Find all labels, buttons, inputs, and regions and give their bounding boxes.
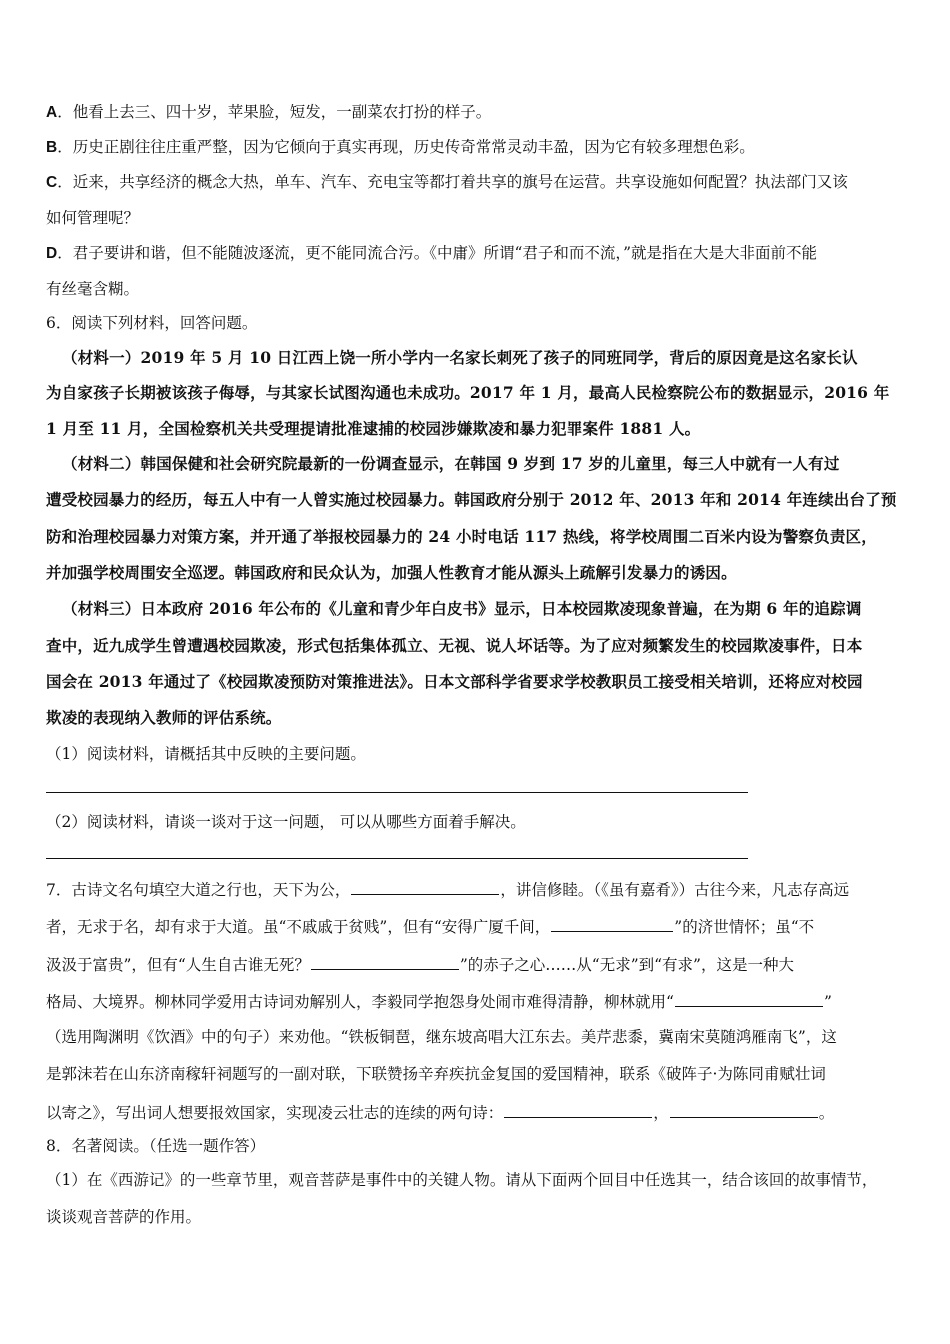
q8-sub-question-1-line-2: 谈谈观音菩萨的作用。 (46, 1208, 202, 1226)
q7-line-7-b: ， (653, 1104, 669, 1122)
q6-material-2-line-2: 遭受校园暴力的经历，每五人中有一人曾实施过校园暴力。韩国政府分别于 2012 年、2013 年和 2014 年连续出台了预 (46, 490, 897, 509)
option-c (46, 172, 848, 193)
q7-blank-6[interactable] (670, 1101, 818, 1118)
q8-sub-question-1-line-1: （1）在《西游记》的一些章节里，观音菩萨是事件中的关键人物。请从下面两个回目中任选其一，结合该回的故事情节， (46, 1171, 878, 1189)
q7-line-5: （选用陶渊明《饮酒》中的句子）来劝他。“铁板铜琶，继东坡高唱大江东去。美芹悲黍，冀南宋莫随鸿雁南飞”，这 (46, 1028, 837, 1046)
q7-line-4-a: 格局、大境界。柳林同学爱用古诗词劝解别人，李毅同学抱怨身处闹市难得清静，柳林就用“ (46, 993, 674, 1011)
q6-material-1-line-3: 1 月至 11 月，全国检察机关共受理提请批准逮捕的校园涉嫌欺凌和暴力犯罪案件 1881 人。 (46, 419, 701, 438)
q7-line-3-b: ”的赤子之心……从“无求”到“有求”，这是一种大 (459, 956, 794, 974)
q6-heading: 6．阅读下列材料，回答问题。 (46, 314, 258, 332)
option-c-text: ．近来，共享经济的概念大热，单车、汽车、充电宝等都打着共享的旗号在运营。共享设施如何配置？执法部门又该 (57, 173, 848, 191)
q6-answer-line-2[interactable] (46, 858, 748, 859)
q7-line-3 (46, 953, 794, 975)
q7-line-4 (46, 990, 832, 1012)
option-b (46, 137, 755, 158)
q7-blank-5[interactable] (504, 1101, 652, 1118)
option-a (46, 102, 491, 123)
q7-line-3-a: 汲汲于富贵”，但有“人生自古谁无死？ (46, 956, 310, 974)
q7-line-7 (46, 1101, 834, 1123)
q6-material-2-line-4: 并加强学校周围安全巡逻。韩国政府和民众认为，加强人性教育才能从源头上疏解引发暴力的诱因。 (46, 563, 737, 582)
q7-line-6: 是郭沫若在山东济南稼轩祠题写的一副对联，下联赞扬辛弃疾抗金复国的爱国精神，联系《破阵子·为陈同甫赋壮词 (46, 1065, 826, 1083)
option-d-text: ．君子要讲和谐，但不能随波逐流，更不能同流合污。《中庸》所谓“君子和而不流，”就是指在大是大非面前不能 (57, 244, 818, 262)
option-a-text: ．他看上去三、四十岁，苹果脸，短发，一副菜农打扮的样子。 (57, 103, 492, 121)
option-d-cont: 有丝毫含糊。 (46, 280, 140, 298)
option-d (46, 243, 817, 264)
q7-line-2-b: ”的济世情怀；虽“不 (674, 918, 815, 936)
q7-line-2-a: 者，无求于名，却有求于大道。虽“不戚戚于贫贱”，但有“安得广厦千间， (46, 918, 551, 936)
q6-material-2-line-3: 防和治理校园暴力对策方案，并开通了举报校园暴力的 24 小时电话 117 热线，将学校周围二百米内设为警察负责区， (46, 527, 877, 546)
q7-line-4-b: ” (823, 993, 832, 1011)
q7-blank-4[interactable] (675, 990, 823, 1007)
q7-line-1-b: ，讲信修睦。（《虽有嘉肴》）古往今来，凡志存高远 (500, 881, 850, 899)
option-b-label: B (46, 139, 58, 156)
q7-line-2 (46, 915, 814, 937)
q6-sub-question-1: （1）阅读材料，请概括其中反映的主要问题。 (46, 745, 366, 763)
q7-line-7-a: 以寄之》，写出词人想要报效国家，实现凌云壮志的连续的两句诗： (46, 1104, 504, 1122)
option-d-label: D (46, 245, 58, 262)
q6-material-3-line-1: （材料三）日本政府 2016 年公布的《儿童和青少年白皮书》显示，日本校园欺凌现象普遍，在为期 6 年的追踪调 (62, 599, 862, 618)
q7-blank-2[interactable] (551, 915, 673, 932)
q6-material-1-line-2: 为自家孩子长期被该孩子侮辱，与其家长试图沟通也未成功。2017 年 1 月，最高人民检察院公布的数据显示，2016 年 (46, 383, 890, 402)
q7-blank-1[interactable] (351, 878, 499, 895)
q6-sub-question-2: （2）阅读材料，请谈一谈对于这一问题， 可以从哪些方面着手解决。 (46, 813, 526, 831)
q7-line-1-a: 7．古诗文名句填空大道之行也，天下为公， (46, 881, 351, 899)
q7-line-1 (46, 878, 849, 900)
q6-material-3-line-2: 查中，近九成学生曾遭遇校园欺凌，形式包括集体孤立、无视、说人坏话等。为了应对频繁发生的校园欺凌事件，日本 (46, 636, 863, 655)
option-b-text: ．历史正剧往往庄重严整，因为它倾向于真实再现，历史传奇常常灵动丰盈，因为它有较多理想色彩。 (57, 138, 755, 156)
q7-line-7-c: 。 (818, 1104, 835, 1122)
option-c-label: C (46, 174, 58, 191)
q7-blank-3[interactable] (311, 953, 459, 970)
option-c-cont: 如何管理呢？ (46, 209, 140, 227)
option-a-label: A (46, 104, 58, 121)
q6-material-3-line-3: 国会在 2013 年通过了《校园欺凌预防对策推进法》。日本文部科学省要求学校教职员工接受相关培训，还将应对校园 (46, 672, 863, 691)
q6-material-1-line-1: （材料一）2019 年 5 月 10 日江西上饶一所小学内一名家长刺死了孩子的同班同学，背后的原因竟是这名家长认 (62, 348, 858, 367)
q6-answer-line-1[interactable] (46, 792, 748, 793)
q6-material-3-line-4: 欺凌的表现纳入教师的评估系统。 (46, 708, 282, 727)
q8-heading: 8．名著阅读。（任选一题作答） (46, 1137, 266, 1155)
q6-material-2-line-1: （材料二）韩国保健和社会研究院最新的一份调查显示，在韩国 9 岁到 17 岁的儿童里，每三人中就有一人有过 (62, 454, 840, 473)
